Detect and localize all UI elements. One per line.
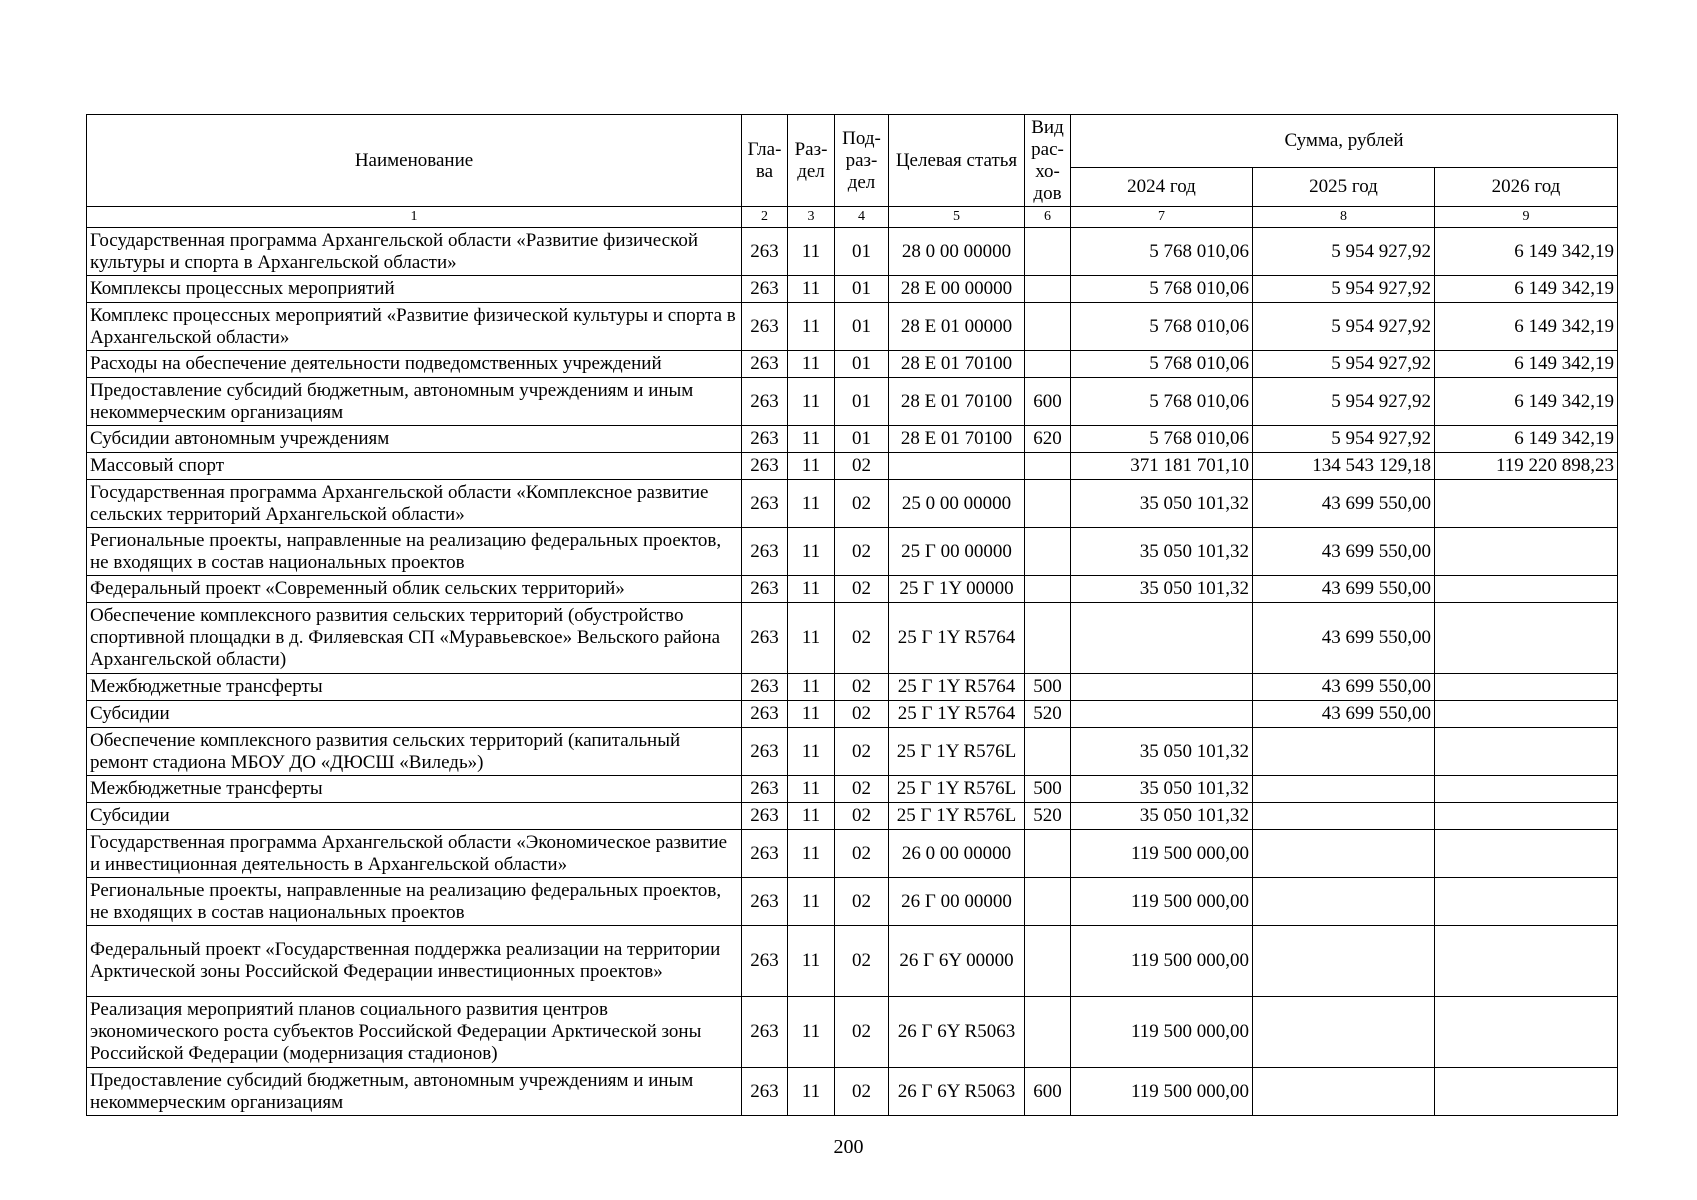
table-row (87, 351, 1618, 378)
table-row (87, 701, 1618, 728)
row-razdel: 11 (788, 480, 835, 528)
row-celevaya-statya: 26 0 00 00000 (889, 830, 1025, 878)
row-sum-2025: 43 699 550,00 (1253, 674, 1435, 701)
row-celevaya-statya: 28 0 00 00000 (889, 228, 1025, 276)
row-celevaya-statya (889, 453, 1025, 480)
row-sum-2024 (1071, 701, 1253, 728)
row-razdel: 11 (788, 351, 835, 378)
row-sum-2025: 5 954 927,92 (1253, 303, 1435, 351)
table-row (87, 674, 1618, 701)
row-sum-2024: 35 050 101,32 (1071, 576, 1253, 603)
row-glava: 263 (742, 830, 788, 878)
row-name: Субсидии (87, 701, 742, 728)
row-sum-2024: 5 768 010,06 (1071, 351, 1253, 378)
row-vid-rashodov (1025, 303, 1071, 351)
row-name: Государственная программа Архангельской области «Экономическое развитие и инвестиционная деятельность в Архангельской области» (87, 830, 742, 878)
row-sum-2025: 43 699 550,00 (1253, 701, 1435, 728)
row-sum-2026 (1435, 830, 1618, 878)
row-sum-2026 (1435, 776, 1618, 803)
row-vid-rashodov (1025, 576, 1071, 603)
header-podrazdel: Под-раз-дел (835, 115, 889, 207)
row-sum-2024 (1071, 674, 1253, 701)
column-number: 9 (1435, 207, 1618, 228)
row-celevaya-statya: 26 Г 6Y 00000 (889, 926, 1025, 997)
row-celevaya-statya: 25 0 00 00000 (889, 480, 1025, 528)
table-row (87, 276, 1618, 303)
row-sum-2026 (1435, 926, 1618, 997)
table-row (87, 926, 1618, 997)
row-podrazdel: 01 (835, 426, 889, 453)
table-row (87, 1068, 1618, 1116)
row-sum-2024 (1071, 603, 1253, 674)
row-vid-rashodov (1025, 603, 1071, 674)
row-podrazdel: 02 (835, 576, 889, 603)
row-podrazdel: 01 (835, 303, 889, 351)
row-sum-2024: 5 768 010,06 (1071, 228, 1253, 276)
row-razdel: 11 (788, 228, 835, 276)
row-sum-2025 (1253, 878, 1435, 926)
row-sum-2026: 6 149 342,19 (1435, 276, 1618, 303)
row-razdel: 11 (788, 276, 835, 303)
table-row (87, 228, 1618, 276)
row-podrazdel: 02 (835, 830, 889, 878)
row-podrazdel: 02 (835, 803, 889, 830)
row-sum-2024: 119 500 000,00 (1071, 878, 1253, 926)
row-glava: 263 (742, 480, 788, 528)
row-glava: 263 (742, 276, 788, 303)
header-vid-rashodov: Вид рас-хо-дов (1025, 115, 1071, 207)
row-vid-rashodov: 600 (1025, 1068, 1071, 1116)
column-number: 5 (889, 207, 1025, 228)
table-row (87, 603, 1618, 674)
row-razdel: 11 (788, 674, 835, 701)
row-podrazdel: 02 (835, 528, 889, 576)
row-podrazdel: 02 (835, 997, 889, 1068)
row-vid-rashodov (1025, 997, 1071, 1068)
row-glava: 263 (742, 228, 788, 276)
row-podrazdel: 02 (835, 701, 889, 728)
row-name: Расходы на обеспечение деятельности подведомственных учреждений (87, 351, 742, 378)
table-row (87, 830, 1618, 878)
row-glava: 263 (742, 453, 788, 480)
row-razdel: 11 (788, 997, 835, 1068)
row-celevaya-statya: 25 Г 1Y R5764 (889, 603, 1025, 674)
row-razdel: 11 (788, 878, 835, 926)
row-sum-2025: 5 954 927,92 (1253, 276, 1435, 303)
row-glava: 263 (742, 603, 788, 674)
row-name: Государственная программа Архангельской области «Развитие физической культуры и спорта в Архангельской области» (87, 228, 742, 276)
row-vid-rashodov (1025, 351, 1071, 378)
row-sum-2025: 5 954 927,92 (1253, 378, 1435, 426)
row-name: Обеспечение комплексного развития сельских территорий (обустройство спортивной площадки в д. Филяевская СП «Муравьевское» Вельского района Архангельской области) (87, 603, 742, 674)
header-name: Наименование (87, 115, 742, 207)
row-sum-2026: 6 149 342,19 (1435, 303, 1618, 351)
row-name: Межбюджетные трансферты (87, 776, 742, 803)
row-sum-2024: 119 500 000,00 (1071, 830, 1253, 878)
row-glava: 263 (742, 926, 788, 997)
row-name: Федеральный проект «Современный облик сельских территорий» (87, 576, 742, 603)
column-number: 3 (788, 207, 835, 228)
row-vid-rashodov: 620 (1025, 426, 1071, 453)
row-sum-2024: 35 050 101,32 (1071, 480, 1253, 528)
row-razdel: 11 (788, 776, 835, 803)
table-row (87, 453, 1618, 480)
column-number: 8 (1253, 207, 1435, 228)
row-razdel: 11 (788, 728, 835, 776)
row-podrazdel: 02 (835, 1068, 889, 1116)
header-razdel: Раз-дел (788, 115, 835, 207)
header-year-2026: 2026 год (1435, 168, 1618, 207)
row-razdel: 11 (788, 803, 835, 830)
row-celevaya-statya: 26 Г 00 00000 (889, 878, 1025, 926)
row-vid-rashodov (1025, 453, 1071, 480)
column-number: 4 (835, 207, 889, 228)
row-sum-2026: 6 149 342,19 (1435, 426, 1618, 453)
row-podrazdel: 02 (835, 926, 889, 997)
row-vid-rashodov (1025, 276, 1071, 303)
row-sum-2026 (1435, 480, 1618, 528)
table-row (87, 803, 1618, 830)
row-name: Федеральный проект «Государственная поддержка реализации на территории Арктической зоны Российской Федерации инвестиционных проектов» (87, 926, 742, 997)
row-glava: 263 (742, 701, 788, 728)
row-sum-2026: 119 220 898,23 (1435, 453, 1618, 480)
row-celevaya-statya: 25 Г 1Y 00000 (889, 576, 1025, 603)
column-number: 7 (1071, 207, 1253, 228)
row-podrazdel: 02 (835, 480, 889, 528)
row-razdel: 11 (788, 528, 835, 576)
row-celevaya-statya: 28 Е 01 70100 (889, 351, 1025, 378)
row-sum-2024: 5 768 010,06 (1071, 378, 1253, 426)
row-celevaya-statya: 26 Г 6Y R5063 (889, 997, 1025, 1068)
row-glava: 263 (742, 576, 788, 603)
row-name: Реализация мероприятий планов социального развития центров экономического роста субъектов Российской Федерации Арктической зоны Российской Федерации (модернизация стадионов) (87, 997, 742, 1068)
row-name: Обеспечение комплексного развития сельских территорий (капитальный ремонт стадиона МБОУ ДО «ДЮСШ «Виледь») (87, 728, 742, 776)
row-celevaya-statya: 28 Е 01 70100 (889, 378, 1025, 426)
row-glava: 263 (742, 776, 788, 803)
row-podrazdel: 02 (835, 776, 889, 803)
row-celevaya-statya: 25 Г 00 00000 (889, 528, 1025, 576)
row-name: Комплекс процессных мероприятий «Развитие физической культуры и спорта в Архангельской области» (87, 303, 742, 351)
row-sum-2024: 35 050 101,32 (1071, 803, 1253, 830)
row-glava: 263 (742, 378, 788, 426)
row-vid-rashodov: 520 (1025, 803, 1071, 830)
row-sum-2026: 6 149 342,19 (1435, 228, 1618, 276)
row-celevaya-statya: 25 Г 1Y R576L (889, 728, 1025, 776)
row-celevaya-statya: 28 Е 01 00000 (889, 303, 1025, 351)
row-vid-rashodov (1025, 878, 1071, 926)
row-sum-2026: 6 149 342,19 (1435, 378, 1618, 426)
row-glava: 263 (742, 426, 788, 453)
row-celevaya-statya: 28 Е 00 00000 (889, 276, 1025, 303)
table-row (87, 776, 1618, 803)
table-row (87, 728, 1618, 776)
row-sum-2025: 43 699 550,00 (1253, 528, 1435, 576)
row-sum-2024: 5 768 010,06 (1071, 426, 1253, 453)
row-vid-rashodov (1025, 728, 1071, 776)
row-sum-2026 (1435, 576, 1618, 603)
row-celevaya-statya: 25 Г 1Y R5764 (889, 674, 1025, 701)
budget-table (86, 114, 1618, 1116)
row-sum-2026 (1435, 1068, 1618, 1116)
row-podrazdel: 01 (835, 276, 889, 303)
row-sum-2025 (1253, 830, 1435, 878)
row-sum-2026: 6 149 342,19 (1435, 351, 1618, 378)
row-razdel: 11 (788, 701, 835, 728)
row-sum-2025: 5 954 927,92 (1253, 228, 1435, 276)
row-razdel: 11 (788, 426, 835, 453)
row-sum-2025 (1253, 997, 1435, 1068)
row-vid-rashodov: 600 (1025, 378, 1071, 426)
header-glava: Гла-ва (742, 115, 788, 207)
table-row (87, 878, 1618, 926)
column-number: 6 (1025, 207, 1071, 228)
row-name: Государственная программа Архангельской области «Комплексное развитие сельских территорий Архангельской области» (87, 480, 742, 528)
row-sum-2026 (1435, 603, 1618, 674)
row-sum-2024: 35 050 101,32 (1071, 728, 1253, 776)
row-podrazdel: 02 (835, 603, 889, 674)
row-sum-2025 (1253, 926, 1435, 997)
header-year-2025: 2025 год (1253, 168, 1435, 207)
row-razdel: 11 (788, 1068, 835, 1116)
row-celevaya-statya: 26 Г 6Y R5063 (889, 1068, 1025, 1116)
table-row (87, 480, 1618, 528)
table-row (87, 378, 1618, 426)
row-name: Субсидии (87, 803, 742, 830)
header-celevaya-statya: Целевая статья (889, 115, 1025, 207)
row-sum-2024: 35 050 101,32 (1071, 528, 1253, 576)
row-sum-2024: 5 768 010,06 (1071, 276, 1253, 303)
row-glava: 263 (742, 728, 788, 776)
row-podrazdel: 02 (835, 674, 889, 701)
table-row (87, 303, 1618, 351)
row-name: Региональные проекты, направленные на реализацию федеральных проектов, не входящих в состав национальных проектов (87, 528, 742, 576)
table-row (87, 426, 1618, 453)
table-row (87, 528, 1618, 576)
column-number: 1 (87, 207, 742, 228)
row-podrazdel: 02 (835, 878, 889, 926)
row-glava: 263 (742, 303, 788, 351)
row-sum-2026 (1435, 528, 1618, 576)
row-sum-2025: 43 699 550,00 (1253, 576, 1435, 603)
row-sum-2026 (1435, 803, 1618, 830)
row-sum-2025 (1253, 1068, 1435, 1116)
row-glava: 263 (742, 351, 788, 378)
row-sum-2025: 5 954 927,92 (1253, 351, 1435, 378)
row-razdel: 11 (788, 603, 835, 674)
row-glava: 263 (742, 1068, 788, 1116)
row-sum-2025 (1253, 776, 1435, 803)
row-name: Предоставление субсидий бюджетным, автономным учреждениям и иным некоммерческим организациям (87, 1068, 742, 1116)
table-row (87, 576, 1618, 603)
table-header (87, 115, 1618, 228)
row-celevaya-statya: 25 Г 1Y R576L (889, 776, 1025, 803)
row-glava: 263 (742, 878, 788, 926)
row-sum-2025: 5 954 927,92 (1253, 426, 1435, 453)
row-vid-rashodov (1025, 528, 1071, 576)
row-razdel: 11 (788, 303, 835, 351)
row-celevaya-statya: 28 Е 01 70100 (889, 426, 1025, 453)
row-podrazdel: 02 (835, 453, 889, 480)
row-sum-2024: 119 500 000,00 (1071, 926, 1253, 997)
row-razdel: 11 (788, 926, 835, 997)
column-number: 2 (742, 207, 788, 228)
row-name: Региональные проекты, направленные на реализацию федеральных проектов, не входящих в состав национальных проектов (87, 878, 742, 926)
row-glava: 263 (742, 803, 788, 830)
row-razdel: 11 (788, 830, 835, 878)
row-sum-2026 (1435, 728, 1618, 776)
column-number-row (87, 207, 1618, 228)
row-razdel: 11 (788, 576, 835, 603)
row-glava: 263 (742, 674, 788, 701)
row-sum-2026 (1435, 997, 1618, 1068)
row-sum-2025 (1253, 728, 1435, 776)
row-sum-2024: 35 050 101,32 (1071, 776, 1253, 803)
row-razdel: 11 (788, 453, 835, 480)
header-summa: Сумма, рублей (1071, 115, 1618, 168)
row-sum-2026 (1435, 878, 1618, 926)
row-name: Массовый спорт (87, 453, 742, 480)
row-name: Субсидии автономным учреждениям (87, 426, 742, 453)
row-vid-rashodov: 500 (1025, 674, 1071, 701)
row-sum-2024: 5 768 010,06 (1071, 303, 1253, 351)
row-sum-2025: 43 699 550,00 (1253, 480, 1435, 528)
row-name: Межбюджетные трансферты (87, 674, 742, 701)
row-glava: 263 (742, 528, 788, 576)
row-vid-rashodov: 520 (1025, 701, 1071, 728)
row-sum-2025 (1253, 803, 1435, 830)
row-podrazdel: 01 (835, 228, 889, 276)
row-razdel: 11 (788, 378, 835, 426)
row-vid-rashodov (1025, 228, 1071, 276)
row-vid-rashodov (1025, 830, 1071, 878)
row-sum-2026 (1435, 674, 1618, 701)
row-podrazdel: 01 (835, 351, 889, 378)
row-sum-2025: 134 543 129,18 (1253, 453, 1435, 480)
table-row (87, 997, 1618, 1068)
row-celevaya-statya: 25 Г 1Y R576L (889, 803, 1025, 830)
table-body (87, 228, 1618, 1116)
header-year-2024: 2024 год (1071, 168, 1253, 207)
row-sum-2024: 371 181 701,10 (1071, 453, 1253, 480)
row-name: Комплексы процессных мероприятий (87, 276, 742, 303)
row-sum-2025: 43 699 550,00 (1253, 603, 1435, 674)
row-podrazdel: 01 (835, 378, 889, 426)
row-sum-2024: 119 500 000,00 (1071, 997, 1253, 1068)
page-number: 200 (833, 1136, 864, 1158)
row-sum-2026 (1435, 701, 1618, 728)
row-name: Предоставление субсидий бюджетным, автономным учреждениям и иным некоммерческим организациям (87, 378, 742, 426)
row-sum-2024: 119 500 000,00 (1071, 1068, 1253, 1116)
row-glava: 263 (742, 997, 788, 1068)
row-celevaya-statya: 25 Г 1Y R5764 (889, 701, 1025, 728)
row-vid-rashodov (1025, 480, 1071, 528)
row-vid-rashodov (1025, 926, 1071, 997)
row-podrazdel: 02 (835, 728, 889, 776)
row-vid-rashodov: 500 (1025, 776, 1071, 803)
